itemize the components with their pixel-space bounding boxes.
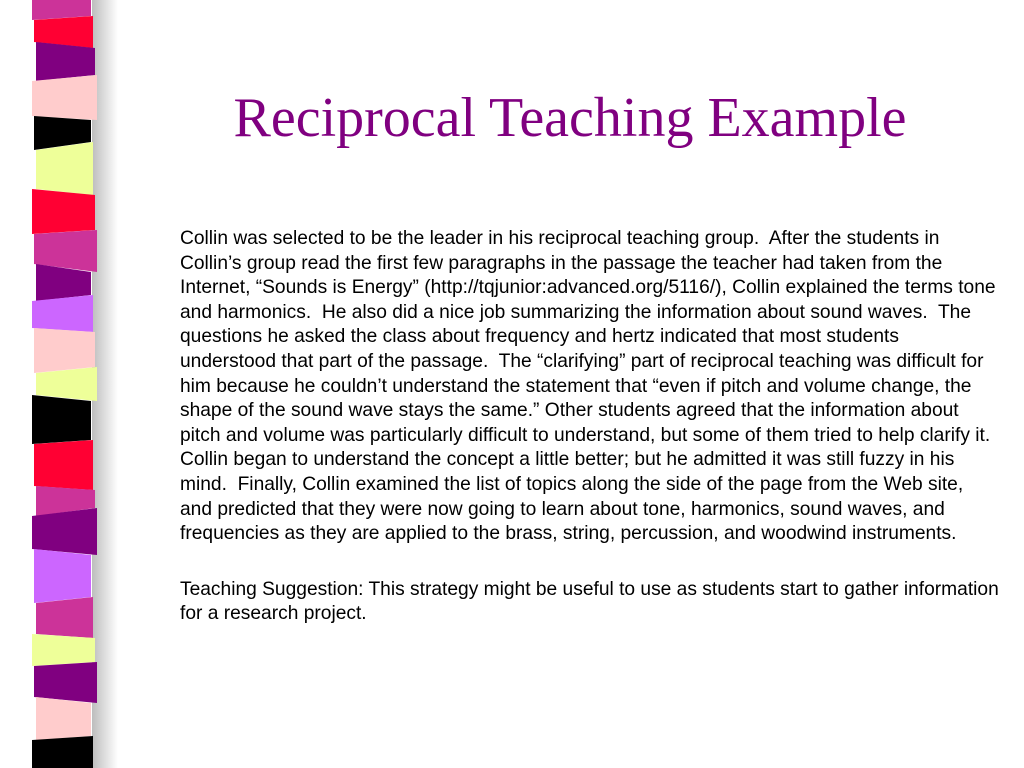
stripe-band bbox=[32, 736, 93, 768]
stripe-band bbox=[34, 440, 93, 490]
stripe-band bbox=[36, 367, 97, 401]
stripe-band bbox=[34, 328, 95, 373]
decorative-stripe-bar bbox=[0, 0, 118, 768]
stripe-band bbox=[36, 597, 93, 638]
stripe-band bbox=[32, 295, 93, 332]
stripe-band bbox=[32, 508, 97, 555]
slide-body bbox=[180, 227, 1005, 627]
stripe-band bbox=[32, 395, 91, 444]
stripe-band bbox=[32, 634, 95, 666]
stripe-band bbox=[36, 142, 93, 195]
stripes-group bbox=[32, 0, 97, 768]
teaching-suggestion-paragraph: Teaching Suggestion: This strategy might be useful to use as students start to gather information for a research project. bbox=[180, 578, 1005, 625]
stripe-band bbox=[34, 549, 91, 603]
slide-title: Reciprocal Teaching Example bbox=[233, 87, 907, 149]
stripe-band bbox=[32, 75, 97, 120]
stripe-band bbox=[32, 189, 95, 234]
stripe-band bbox=[36, 697, 91, 740]
story-paragraph: Collin was selected to be the leader in his reciprocal teaching group. After the students in Collin’s group read the first few paragraphs in the passage the teacher had taken from the Internet, “Sounds is Energy” (http://tqjunior:advanced.org/5116/), Collin explained the terms tone and harmonics. He also did a nice job summarizing the information about sound waves. The questions he asked the class about frequency and hertz indicated that most students understood that part of the passage. The “clarifying” part of reciprocal teaching was difficult for him because he couldn’t understand the statement that “even if pitch and volume change, the shape of the sound wave stays the same.” Other students agreed that the information about pitch and volume was particularly difficult to understand, but some of them tried to help clarify it. Collin began to understand the concept a little better; but he admitted it was still fuzzy in his mind. Finally, Collin examined the list of topics along the side of the page from the Web site, and predicted that they were now going to learn about tone, harmonics, sound waves, and frequencies as they are applied to the brass, string, percussion, and woodwind instruments. bbox=[180, 228, 1001, 545]
stripe-band bbox=[36, 42, 95, 81]
stripe-band bbox=[34, 662, 97, 703]
